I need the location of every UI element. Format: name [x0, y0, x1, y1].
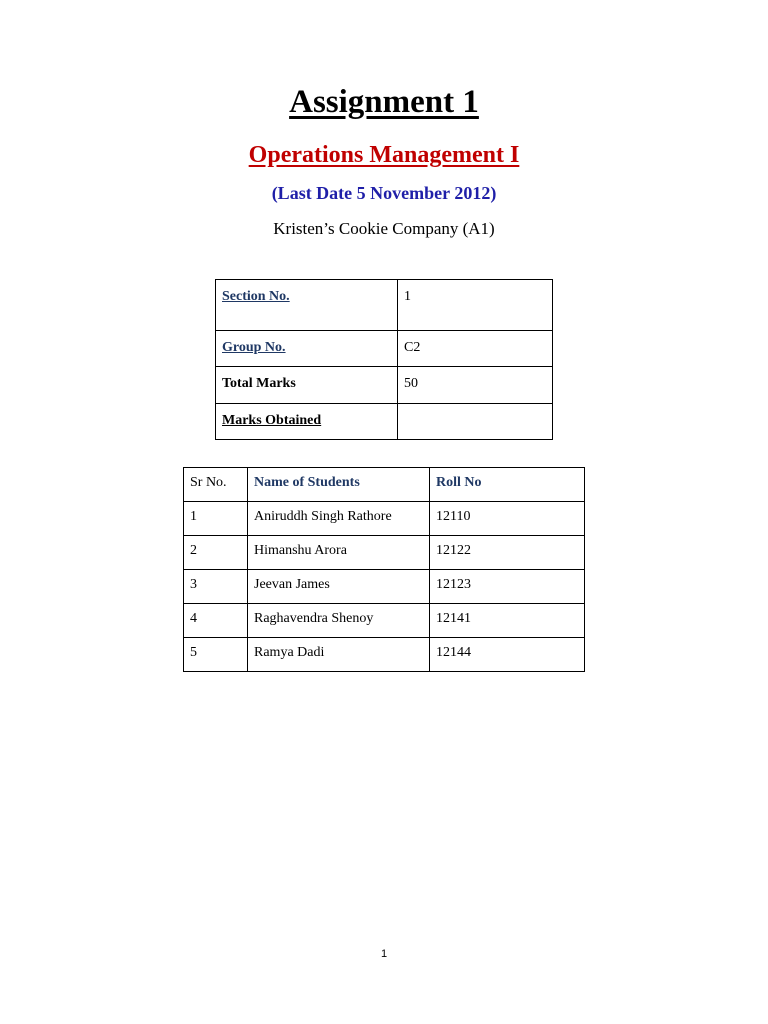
students-table — [183, 467, 585, 672]
column-header-name: Name of Students — [248, 468, 430, 502]
table-row — [184, 638, 585, 672]
column-header-sr-no: Sr No. — [184, 468, 248, 502]
table-header-row — [184, 468, 585, 502]
table-row — [184, 604, 585, 638]
info-row-section — [216, 280, 553, 331]
info-row-total-marks — [216, 367, 553, 404]
subject-heading: Operations Management I — [248, 142, 520, 168]
sr-no-cell: 4 — [184, 604, 248, 638]
total-marks-value: 50 — [398, 367, 553, 404]
deadline-text: (Last Date 5 November 2012) — [271, 183, 497, 203]
roll-no-cell: 12141 — [430, 604, 585, 638]
group-value: C2 — [398, 331, 553, 367]
info-table — [215, 279, 553, 440]
total-marks-label: Total Marks — [216, 367, 398, 404]
marks-obtained-value — [398, 404, 553, 440]
table-row — [184, 502, 585, 536]
table-row — [184, 536, 585, 570]
student-name-cell: Jeevan James — [248, 570, 430, 604]
student-name-cell: Ramya Dadi — [248, 638, 430, 672]
sr-no-cell: 5 — [184, 638, 248, 672]
case-name: Kristen’s Cookie Company (A1) — [273, 219, 495, 238]
student-name-cell: Himanshu Arora — [248, 536, 430, 570]
student-name-cell: Raghavendra Shenoy — [248, 604, 430, 638]
sr-no-cell: 3 — [184, 570, 248, 604]
sr-no-cell: 2 — [184, 536, 248, 570]
column-header-roll-no: Roll No — [430, 468, 585, 502]
info-row-group — [216, 331, 553, 367]
sr-no-cell: 1 — [184, 502, 248, 536]
table-row — [184, 570, 585, 604]
roll-no-cell: 12110 — [430, 502, 585, 536]
group-label: Group No. — [216, 331, 398, 367]
page-number: 1 — [380, 948, 388, 960]
roll-no-cell: 12122 — [430, 536, 585, 570]
student-name-cell: Aniruddh Singh Rathore — [248, 502, 430, 536]
section-value: 1 — [398, 280, 553, 331]
section-label: Section No. — [216, 280, 398, 331]
info-row-marks-obtained — [216, 404, 553, 440]
roll-no-cell: 12123 — [430, 570, 585, 604]
assignment-title: Assignment 1 — [289, 84, 479, 120]
marks-obtained-label: Marks Obtained — [216, 404, 398, 440]
roll-no-cell: 12144 — [430, 638, 585, 672]
